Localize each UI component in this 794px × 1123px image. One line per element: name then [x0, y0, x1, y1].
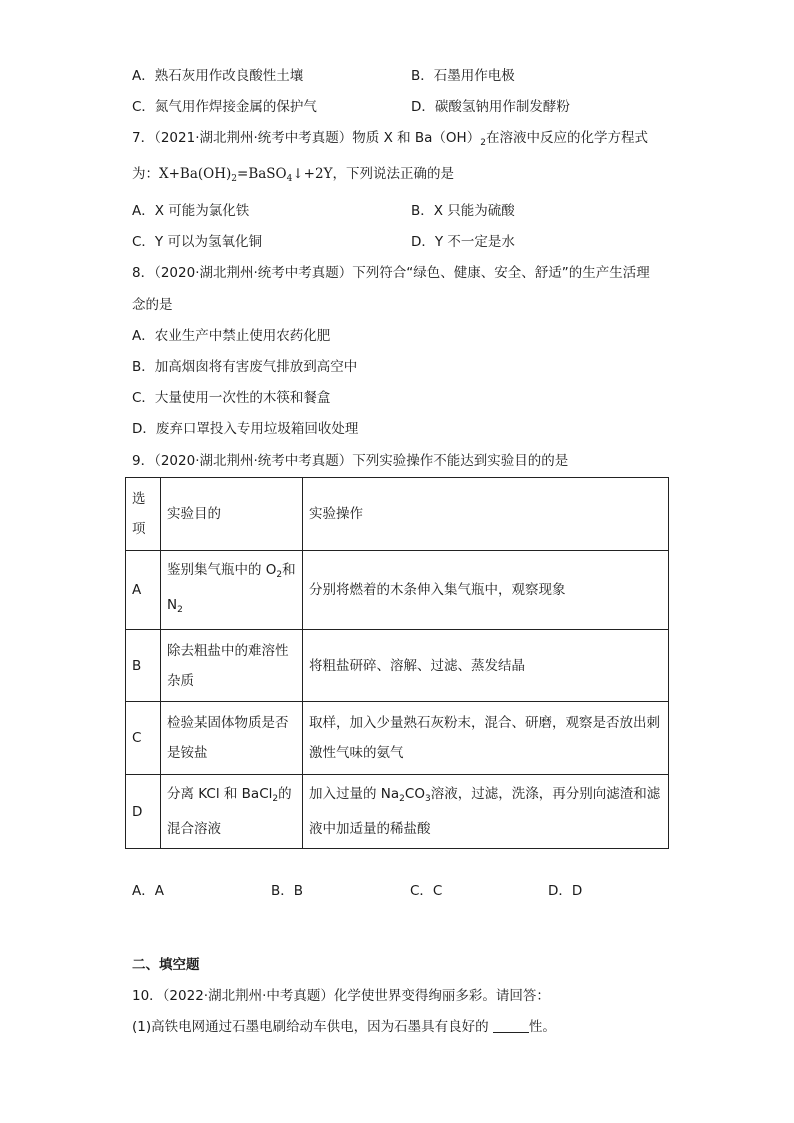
answer-blank[interactable]	[493, 1018, 529, 1033]
header-option: 选项	[126, 478, 161, 551]
table-row	[126, 551, 669, 630]
row-option: C	[126, 702, 161, 775]
q8-option-d: D．废弃口罩投入专用垃圾箱回收处理	[132, 421, 359, 437]
q8-stem-line2: 念的是	[132, 297, 173, 313]
q9-option-a: A．A	[132, 883, 164, 899]
q7-option-c: C．Y 可以为氢氧化铜	[132, 234, 262, 250]
q10-sub1: (1)高铁电网通过石墨电刷给动车供电，因为石墨具有良好的 性。	[132, 1019, 556, 1035]
q6-option-d: D．碳酸氢钠用作制发酵粉	[411, 99, 570, 115]
row-operation: 分别将燃着的木条伸入集气瓶中，观察现象	[303, 551, 669, 630]
experiment-table	[125, 477, 669, 849]
table-header-row	[126, 478, 669, 551]
row-operation: 将粗盐研碎、溶解、过滤、蒸发结晶	[303, 630, 669, 702]
header-operation: 实验操作	[303, 478, 669, 551]
q6-option-c: C．氮气用作焊接金属的保护气	[132, 99, 317, 115]
q8-option-a: A．农业生产中禁止使用农药化肥	[132, 328, 331, 344]
q7-option-b: B．X 只能为硫酸	[411, 203, 515, 219]
q9-option-d: D．D	[548, 883, 583, 899]
row-option: A	[126, 551, 161, 630]
q7-option-a: A．X 可能为氯化铁	[132, 203, 250, 219]
q10-stem: 10．（2022·湖北荆州·中考真题）化学使世界变得绚丽多彩。请回答：	[132, 988, 550, 1004]
row-purpose: 除去粗盐中的难溶性杂质	[161, 630, 303, 702]
row-operation: 加入过量的 $Na_2CO_3$溶液，过滤，洗涤，再分别向滤渣和滤液中加适量的稀盐酸	[303, 775, 669, 849]
q7-option-d: D．Y 不一定是水	[411, 234, 515, 250]
row-operation: 取样，加入少量熟石灰粉末，混合、研磨，观察是否放出刺激性气味的氨气	[303, 702, 669, 775]
table-row	[126, 630, 669, 702]
row-option: B	[126, 630, 161, 702]
q7-stem-line2: 为：$X+Ba(OH)_2=BaSO_4↓+2Y$，下列说法正确的是	[132, 166, 454, 184]
q9-option-c: C．C	[410, 883, 443, 899]
q6-option-b: B．石墨用作电极	[411, 68, 515, 84]
q8-option-c: C．大量使用一次性的木筷和餐盒	[132, 390, 331, 406]
q8-option-b: B．加高烟囱将有害废气排放到高空中	[132, 359, 358, 375]
q7-equation: $X+Ba(OH)_2=BaSO_4↓+2Y$	[159, 166, 333, 184]
table-row	[126, 702, 669, 775]
header-purpose: 实验目的	[161, 478, 303, 551]
q8-stem-line1: 8．（2020·湖北荆州·统考中考真题）下列符合“绿色、健康、安全、舒适”的生产生活理	[132, 265, 650, 281]
row-option: D	[126, 775, 161, 849]
q9-stem: 9．（2020·湖北荆州·统考中考真题）下列实验操作不能达到实验目的的是	[132, 453, 569, 469]
table-row	[126, 775, 669, 849]
row-purpose: 鉴别集气瓶中的 $O_2$和 $N_2$	[161, 551, 303, 630]
q7-stem-line1: 7．（2021·湖北荆州·统考中考真题）物质 X 和 $Ba(OH)_2$在溶液中反应的化学方程式	[132, 130, 648, 148]
q6-option-a: A．熟石灰用作改良酸性土壤	[132, 68, 304, 84]
row-purpose: 分离 KCl 和 BaCl$_2$的混合溶液	[161, 775, 303, 849]
row-purpose: 检验某固体物质是否是铵盐	[161, 702, 303, 775]
q9-option-b: B．B	[271, 883, 304, 899]
section-title: 二、填空题	[132, 957, 200, 973]
